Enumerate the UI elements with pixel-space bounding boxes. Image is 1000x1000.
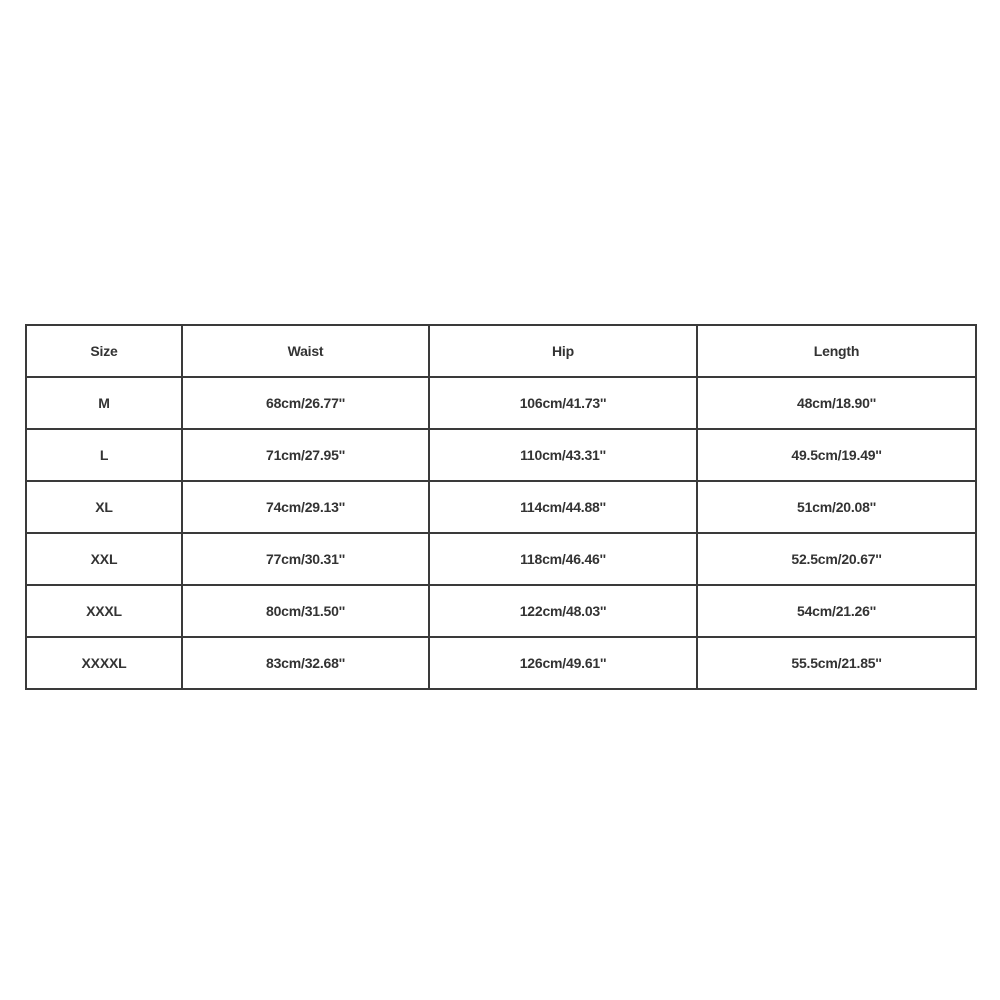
table-header-row bbox=[26, 325, 976, 377]
table-row bbox=[26, 637, 976, 689]
cell-length: 52.5cm/20.67'' bbox=[697, 533, 976, 585]
table-row bbox=[26, 481, 976, 533]
cell-size: XXL bbox=[26, 533, 182, 585]
cell-hip: 122cm/48.03'' bbox=[429, 585, 697, 637]
table-row bbox=[26, 429, 976, 481]
cell-hip: 126cm/49.61'' bbox=[429, 637, 697, 689]
size-chart-table bbox=[25, 324, 977, 690]
table-row bbox=[26, 533, 976, 585]
cell-waist: 80cm/31.50'' bbox=[182, 585, 429, 637]
cell-hip: 118cm/46.46'' bbox=[429, 533, 697, 585]
header-size: Size bbox=[26, 325, 182, 377]
cell-waist: 74cm/29.13'' bbox=[182, 481, 429, 533]
cell-length: 51cm/20.08'' bbox=[697, 481, 976, 533]
cell-length: 55.5cm/21.85'' bbox=[697, 637, 976, 689]
cell-length: 48cm/18.90'' bbox=[697, 377, 976, 429]
cell-waist: 68cm/26.77'' bbox=[182, 377, 429, 429]
cell-length: 49.5cm/19.49'' bbox=[697, 429, 976, 481]
cell-size: XXXXL bbox=[26, 637, 182, 689]
cell-size: XL bbox=[26, 481, 182, 533]
cell-size: L bbox=[26, 429, 182, 481]
cell-waist: 77cm/30.31'' bbox=[182, 533, 429, 585]
cell-size: XXXL bbox=[26, 585, 182, 637]
cell-waist: 83cm/32.68'' bbox=[182, 637, 429, 689]
cell-hip: 114cm/44.88'' bbox=[429, 481, 697, 533]
cell-hip: 106cm/41.73'' bbox=[429, 377, 697, 429]
cell-length: 54cm/21.26'' bbox=[697, 585, 976, 637]
cell-waist: 71cm/27.95'' bbox=[182, 429, 429, 481]
table-row bbox=[26, 377, 976, 429]
header-hip: Hip bbox=[429, 325, 697, 377]
cell-size: M bbox=[26, 377, 182, 429]
header-waist: Waist bbox=[182, 325, 429, 377]
header-length: Length bbox=[697, 325, 976, 377]
table-row bbox=[26, 585, 976, 637]
cell-hip: 110cm/43.31'' bbox=[429, 429, 697, 481]
